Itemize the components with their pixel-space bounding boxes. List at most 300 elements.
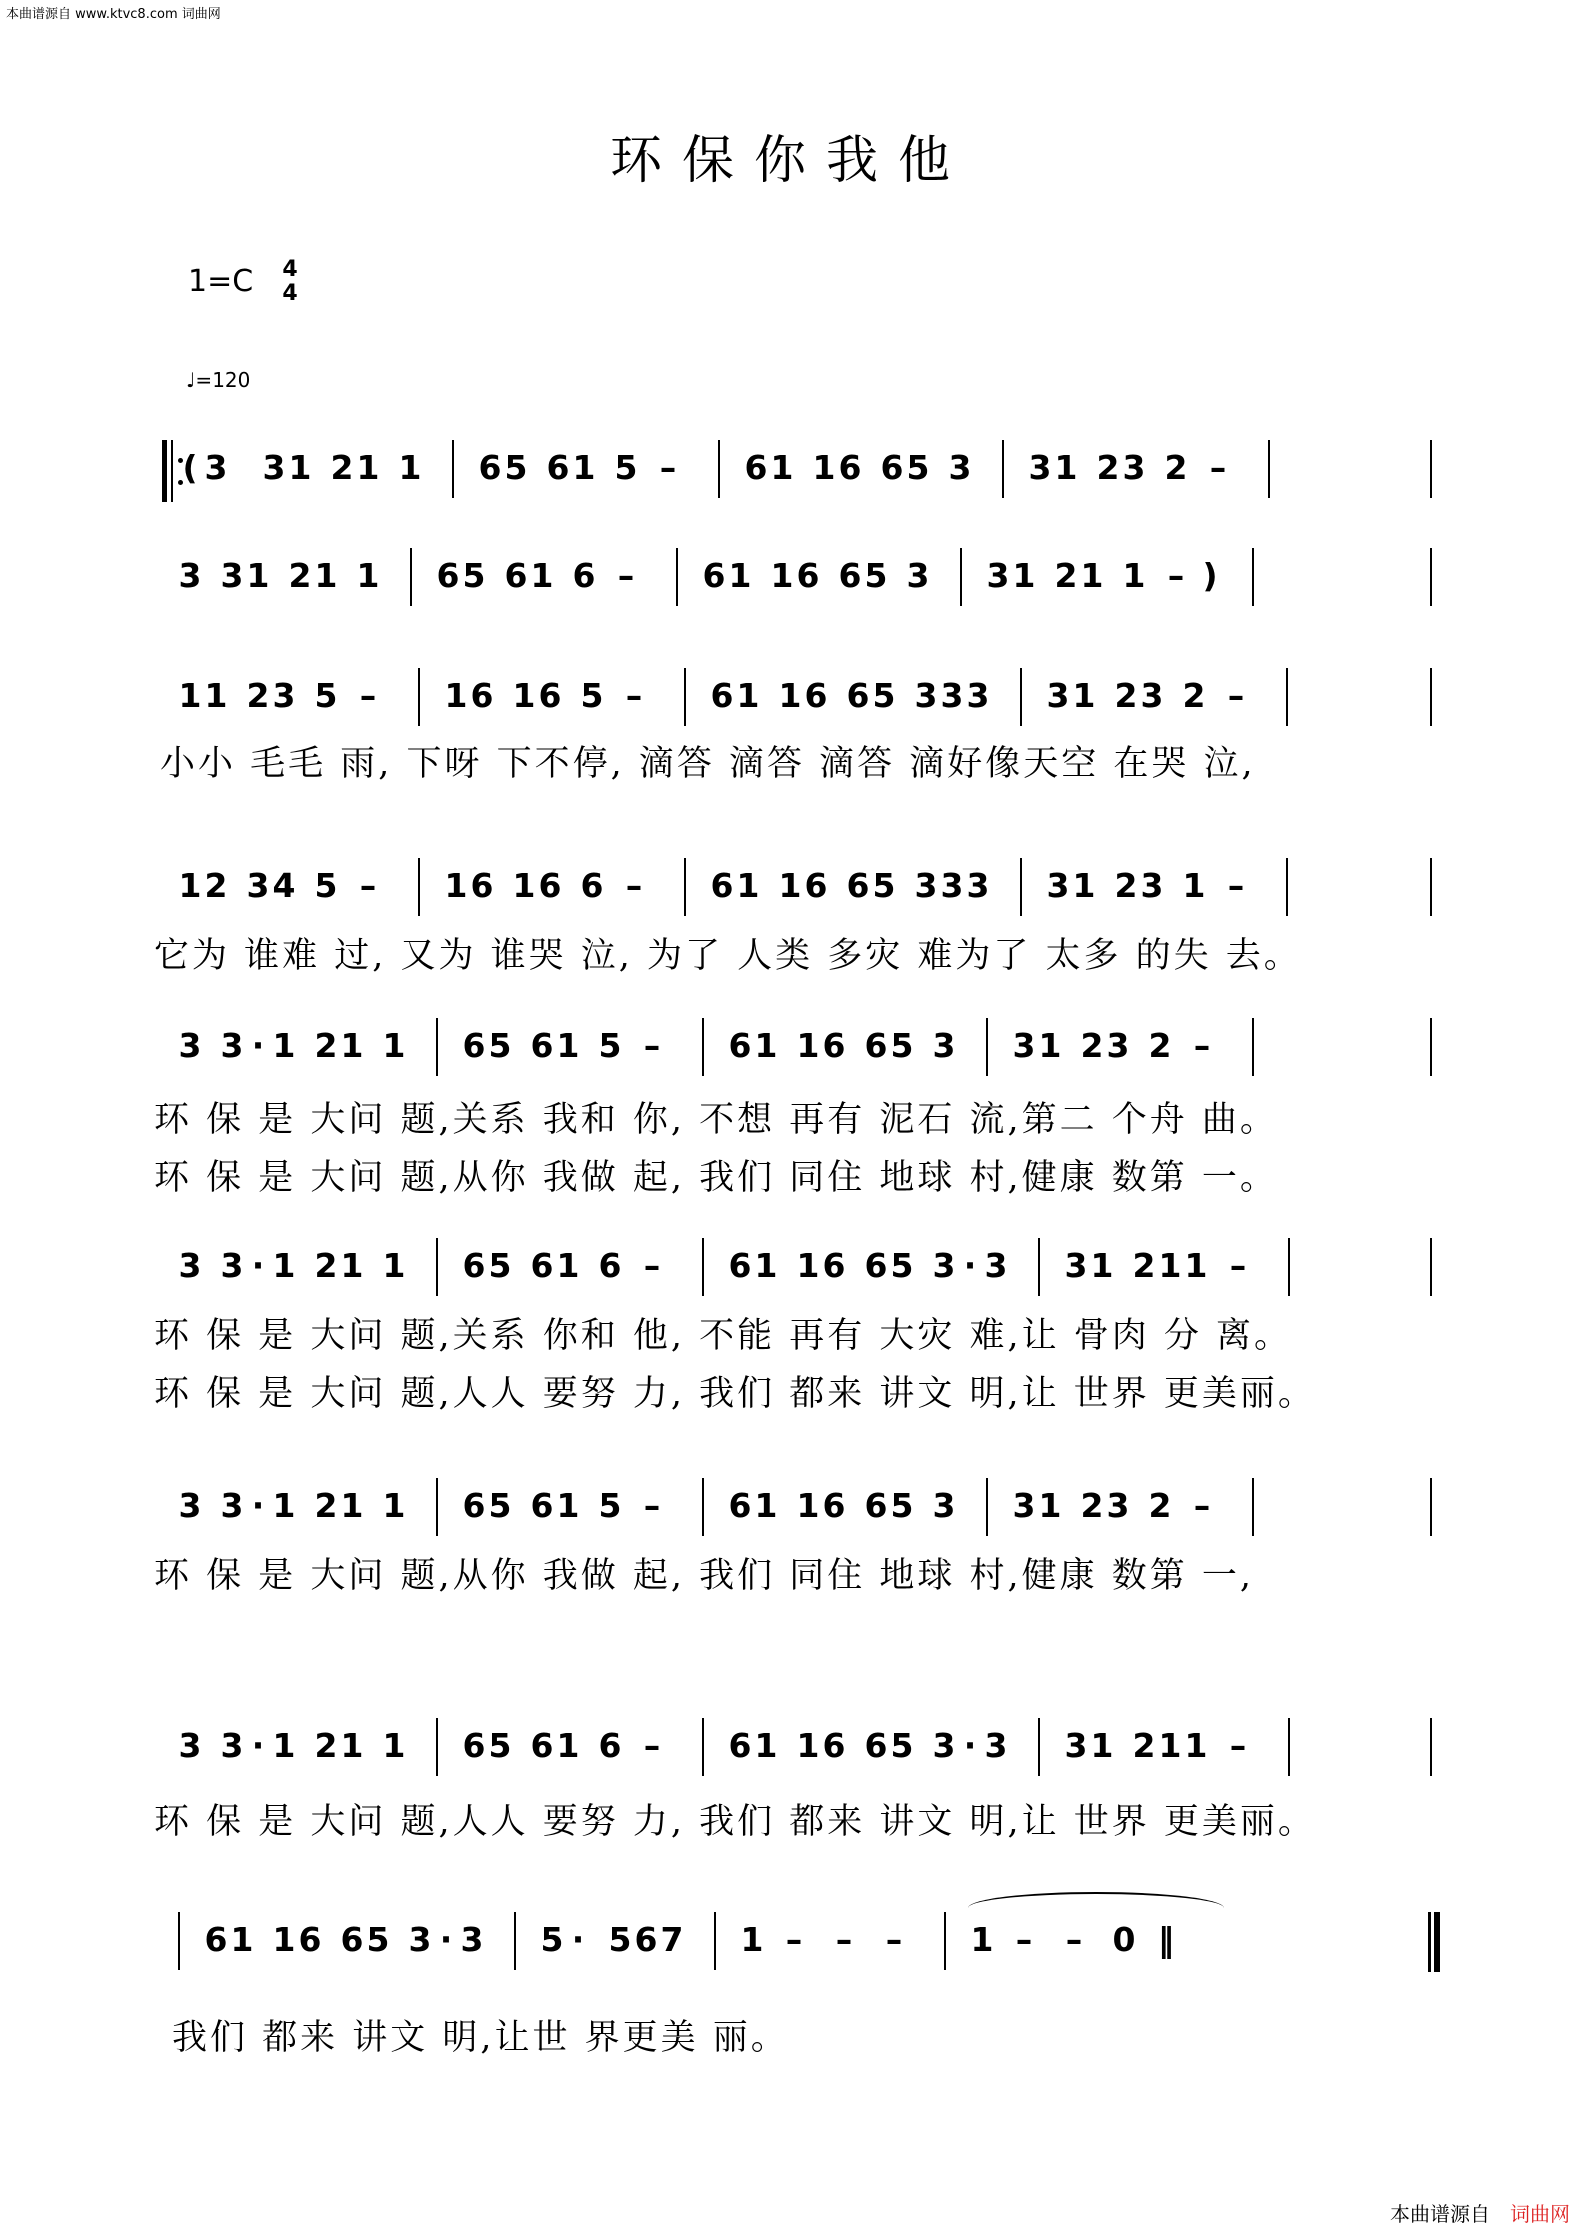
note: – <box>1209 448 1227 487</box>
note: 1 <box>356 448 380 487</box>
note: 3 <box>220 1246 244 1285</box>
barline <box>1430 1238 1432 1296</box>
note: 6 <box>598 1246 622 1285</box>
note: 1 <box>178 866 202 905</box>
barline <box>1252 1018 1254 1076</box>
note: 3 <box>178 1246 202 1285</box>
note: 1 <box>246 556 270 595</box>
note: – <box>1065 1920 1083 1959</box>
note: 3 <box>1122 448 1146 487</box>
note: 6 <box>804 866 828 905</box>
note: 2 <box>314 1026 338 1065</box>
note: 5 <box>488 1026 512 1065</box>
note: · <box>439 1920 453 1959</box>
note: 5 <box>488 1486 512 1525</box>
note: 1 <box>736 866 760 905</box>
note: 6 <box>822 1726 846 1765</box>
barline <box>1252 1478 1254 1536</box>
note: 6 <box>634 1920 658 1959</box>
note: 3 <box>272 676 296 715</box>
note: 6 <box>462 1246 486 1285</box>
note: 1 <box>382 1726 406 1765</box>
note: – <box>643 1026 661 1065</box>
note: 1 <box>770 556 794 595</box>
barline <box>436 1018 438 1076</box>
note: 1 <box>754 1726 778 1765</box>
barline <box>714 1912 716 1970</box>
note: 1 <box>754 1026 778 1065</box>
barline <box>702 1718 704 1776</box>
note: 1 <box>728 556 752 595</box>
note: 1 <box>272 1726 296 1765</box>
note: – <box>359 866 377 905</box>
barline <box>1020 668 1022 726</box>
note: 3 <box>262 448 286 487</box>
note: 1 <box>314 556 338 595</box>
note: 1 <box>770 448 794 487</box>
note: 3 <box>932 1246 956 1285</box>
note: 5 <box>864 556 888 595</box>
note: 2 <box>1080 1026 1104 1065</box>
note: – <box>625 866 643 905</box>
barline <box>702 1018 704 1076</box>
note: 3 <box>1046 676 1070 715</box>
note: 1 <box>444 676 468 715</box>
note: 5 <box>488 1726 512 1765</box>
barline <box>1430 1018 1432 1076</box>
barline <box>1288 1718 1290 1776</box>
tie-arc <box>968 1892 1224 1924</box>
note: 6 <box>530 1726 554 1765</box>
note: 1 <box>272 1026 296 1065</box>
note: 6 <box>478 448 502 487</box>
note: 6 <box>538 676 562 715</box>
note: 3 <box>966 676 990 715</box>
note: 3 <box>1106 1486 1130 1525</box>
note: 1 <box>796 1726 820 1765</box>
note: 1 <box>754 1246 778 1285</box>
note: 1 <box>1158 1726 1182 1765</box>
note: 5 <box>890 1726 914 1765</box>
note: 1 <box>556 1246 580 1285</box>
note: 3 <box>948 448 972 487</box>
note: 1 <box>340 1726 364 1765</box>
barline <box>418 858 420 916</box>
note: 1 <box>1072 866 1096 905</box>
note: 1 <box>796 1486 820 1525</box>
note: 6 <box>804 676 828 715</box>
note: 6 <box>728 1726 752 1765</box>
note: 3 <box>1140 866 1164 905</box>
note: 6 <box>470 676 494 715</box>
note: 1 <box>556 1026 580 1065</box>
note: 3 <box>178 556 202 595</box>
note: 1 <box>1184 1726 1208 1765</box>
barline <box>1286 858 1288 916</box>
note: – <box>1193 1026 1211 1065</box>
note: 5 <box>366 1920 390 1959</box>
note: 1 <box>572 448 596 487</box>
lyric-line: 环 保 是 大问 题,从你 我做 起, 我们 同住 地球 村,健康 数第 一, <box>154 1556 1255 1596</box>
note: 1 <box>970 1920 994 1959</box>
note: · <box>251 1026 265 1065</box>
note: 1 <box>356 556 380 595</box>
barline <box>514 1912 516 1970</box>
note: · <box>251 1246 265 1285</box>
note: · <box>963 1726 977 1765</box>
note: 6 <box>538 866 562 905</box>
note: 6 <box>462 1486 486 1525</box>
note: 5 <box>314 676 338 715</box>
note: 6 <box>728 1246 752 1285</box>
key-signature: 1=C <box>188 264 254 299</box>
note: 1 <box>512 866 536 905</box>
barline <box>1038 1238 1040 1296</box>
note: 1 <box>1182 866 1206 905</box>
note: 5 <box>890 1026 914 1065</box>
note: 1 <box>796 1026 820 1065</box>
song-title: 环保你我他 <box>609 131 970 191</box>
note: 3 <box>220 1026 244 1065</box>
note: 2 <box>314 1246 338 1285</box>
note: 2 <box>314 1726 338 1765</box>
note: 2 <box>1080 1486 1104 1525</box>
note: 2 <box>1148 1026 1172 1065</box>
note: 1 <box>272 1920 296 1959</box>
note: 0 <box>1112 1920 1136 1959</box>
note: – <box>643 1726 661 1765</box>
note: 6 <box>572 556 596 595</box>
note: 1 <box>1072 676 1096 715</box>
note: 6 <box>530 1026 554 1065</box>
barline <box>178 1912 180 1970</box>
note: · <box>963 1246 977 1285</box>
note: 3 <box>1012 1486 1036 1525</box>
note: 5 <box>608 1920 632 1959</box>
note: 5 <box>598 1026 622 1065</box>
note: 2 <box>1054 556 1078 595</box>
note: 1 <box>382 1026 406 1065</box>
note: 3 <box>932 1026 956 1065</box>
final-barline <box>1428 1912 1431 1972</box>
barline <box>676 548 678 606</box>
note: 6 <box>822 1486 846 1525</box>
note: 1 <box>796 1246 820 1285</box>
barline <box>718 440 720 498</box>
note: 1 <box>736 676 760 715</box>
note: 6 <box>462 1026 486 1065</box>
tempo-mark: ♩=120 <box>186 368 251 392</box>
note: 6 <box>864 1726 888 1765</box>
note: 6 <box>504 556 528 595</box>
lyric-line: 它为 谁难 过, 又为 谁哭 泣, 为了 人类 多灾 难为了 太多 的失 去。 <box>154 936 1302 976</box>
note: 5 <box>540 1920 564 1959</box>
barline <box>1430 440 1432 498</box>
note: 6 <box>710 676 734 715</box>
barline <box>1002 440 1004 498</box>
note: 6 <box>598 1726 622 1765</box>
note: 1 <box>1054 448 1078 487</box>
note: 1 <box>556 1726 580 1765</box>
note: 3 <box>966 866 990 905</box>
note: 2 <box>288 556 312 595</box>
note: 1 <box>1038 1486 1062 1525</box>
note: 3 <box>940 676 964 715</box>
barline <box>1430 548 1432 606</box>
note: 3 <box>914 866 938 905</box>
note: 1 <box>444 866 468 905</box>
barline <box>986 1478 988 1536</box>
note: 3 <box>914 676 938 715</box>
lyric-line: 环 保 是 大问 题,人人 要努 力, 我们 都来 讲文 明,让 世界 更美丽。 <box>154 1802 1316 1842</box>
note: – <box>1229 1246 1247 1285</box>
note: 6 <box>838 556 862 595</box>
note: 6 <box>880 448 904 487</box>
note: 4 <box>272 866 296 905</box>
note: 3 <box>204 448 228 487</box>
note: 6 <box>204 1920 228 1959</box>
note: 3 <box>932 1486 956 1525</box>
barline <box>1430 668 1432 726</box>
lyric-line: 环 保 是 大问 题,从你 我做 起, 我们 同住 地球 村,健康 数第 一。 <box>154 1158 1278 1198</box>
note: – <box>1227 866 1245 905</box>
note: – <box>617 556 635 595</box>
note: 5 <box>462 556 486 595</box>
note: 1 <box>556 1486 580 1525</box>
note: 1 <box>340 1486 364 1525</box>
note: 6 <box>580 866 604 905</box>
note: 1 <box>204 676 228 715</box>
note: – <box>643 1486 661 1525</box>
note: 5 <box>906 448 930 487</box>
note: – <box>785 1920 803 1959</box>
note: 1 <box>530 556 554 595</box>
note: 3 <box>246 866 270 905</box>
note: 1 <box>340 1026 364 1065</box>
note: – <box>1015 1920 1033 1959</box>
note: 5 <box>890 1486 914 1525</box>
note: 3 <box>906 556 930 595</box>
note: ‖ <box>1157 1920 1175 1959</box>
note: 3 <box>1140 676 1164 715</box>
note: 6 <box>822 1026 846 1065</box>
note: 1 <box>1158 1246 1182 1285</box>
note: 6 <box>530 1246 554 1285</box>
note: 5 <box>488 1246 512 1285</box>
barline <box>1430 1718 1432 1776</box>
note: 1 <box>812 448 836 487</box>
note: 1 <box>230 1920 254 1959</box>
note: 3 <box>178 1726 202 1765</box>
note: – <box>1227 676 1245 715</box>
note: 1 <box>740 1920 764 1959</box>
barline <box>702 1478 704 1536</box>
note: 5 <box>890 1246 914 1285</box>
note: 2 <box>314 1486 338 1525</box>
barline <box>944 1912 946 1970</box>
note: 6 <box>702 556 726 595</box>
note: 1 <box>1122 556 1146 595</box>
note: 6 <box>864 1486 888 1525</box>
footer-brand: 本曲谱源自 词曲网 <box>1390 2202 1570 2226</box>
note: 1 <box>1090 1246 1114 1285</box>
barline <box>1252 548 1254 606</box>
note: 5 <box>598 1486 622 1525</box>
note: 6 <box>546 448 570 487</box>
note: 2 <box>1096 448 1120 487</box>
note: 3 <box>220 1486 244 1525</box>
note: 3 <box>178 1026 202 1065</box>
note: 1 <box>1012 556 1036 595</box>
note: 2 <box>1132 1246 1156 1285</box>
barline <box>1268 440 1270 498</box>
source-note: 本曲谱源自 www.ktvc8.com 词曲网 <box>6 7 221 22</box>
barline <box>960 548 962 606</box>
note: – <box>1167 556 1185 595</box>
note: 6 <box>462 1726 486 1765</box>
note: – <box>885 1920 903 1959</box>
note: 5 <box>872 866 896 905</box>
note: 5 <box>580 676 604 715</box>
lyric-line: 环 保 是 大问 题,关系 你和 他, 不能 再有 大灾 难,让 骨肉 分 离。 <box>154 1316 1293 1356</box>
note: 2 <box>1114 866 1138 905</box>
note: 1 <box>512 676 536 715</box>
barline <box>1430 1478 1432 1536</box>
note: – <box>625 676 643 715</box>
note: 1 <box>1038 1026 1062 1065</box>
lyric-line: 环 保 是 大问 题,关系 我和 你, 不想 再有 泥石 流,第二 个舟 曲。 <box>154 1100 1278 1140</box>
note: 3 <box>460 1920 484 1959</box>
note: 2 <box>330 448 354 487</box>
repeat-start <box>162 440 173 502</box>
barline <box>702 1238 704 1296</box>
note: 1 <box>382 1486 406 1525</box>
note: 6 <box>340 1920 364 1959</box>
final-barline-thick <box>1434 1912 1440 1972</box>
note: 5 <box>614 448 638 487</box>
note: 6 <box>846 676 870 715</box>
barline <box>1430 858 1432 916</box>
note: 1 <box>1080 556 1104 595</box>
note: 1 <box>398 448 422 487</box>
note: – <box>359 676 377 715</box>
note: 3 <box>1064 1246 1088 1285</box>
note: 3 <box>932 1726 956 1765</box>
note: 6 <box>744 448 768 487</box>
note: · <box>251 1486 265 1525</box>
note: 6 <box>728 1486 752 1525</box>
note: 6 <box>436 556 460 595</box>
note: ( <box>182 448 198 487</box>
note: 2 <box>246 676 270 715</box>
note: 5 <box>504 448 528 487</box>
note: 1 <box>272 1246 296 1285</box>
barline <box>436 1478 438 1536</box>
note: 1 <box>754 1486 778 1525</box>
note: 3 <box>1064 1726 1088 1765</box>
note: · <box>571 1920 585 1959</box>
note: 6 <box>796 556 820 595</box>
note: 6 <box>822 1246 846 1285</box>
lyric-line: 环 保 是 大问 题,人人 要努 力, 我们 都来 讲文 明,让 世界 更美丽。 <box>154 1374 1316 1414</box>
note: 1 <box>340 1246 364 1285</box>
note: 7 <box>660 1920 684 1959</box>
note: 3 <box>1012 1026 1036 1065</box>
note: 2 <box>1182 676 1206 715</box>
note: 1 <box>382 1246 406 1285</box>
note: 2 <box>1132 1726 1156 1765</box>
note: 2 <box>1114 676 1138 715</box>
note: 1 <box>778 866 802 905</box>
note: – <box>1229 1726 1247 1765</box>
note: 3 <box>408 1920 432 1959</box>
lyric-line: 我们 都来 讲文 明,让世 界更美 丽。 <box>172 2018 789 2058</box>
note: 1 <box>272 1486 296 1525</box>
lyric-line: 小小 毛毛 雨, 下呀 下不停, 滴答 滴答 滴答 滴好像天空 在哭 泣, <box>160 744 1256 784</box>
note: 6 <box>864 1026 888 1065</box>
note: 1 <box>178 676 202 715</box>
note: 6 <box>864 1246 888 1285</box>
barline <box>418 668 420 726</box>
note: 6 <box>530 1486 554 1525</box>
note: – <box>835 1920 853 1959</box>
barline <box>1038 1718 1040 1776</box>
barline <box>684 858 686 916</box>
note: 3 <box>178 1486 202 1525</box>
note: 3 <box>220 1726 244 1765</box>
note: 2 <box>1148 1486 1172 1525</box>
note: 3 <box>984 1246 1008 1285</box>
note: 5 <box>314 866 338 905</box>
barline <box>436 1238 438 1296</box>
note: 6 <box>728 1026 752 1065</box>
note: 6 <box>838 448 862 487</box>
barline <box>1286 668 1288 726</box>
note: 1 <box>778 676 802 715</box>
note: – <box>659 448 677 487</box>
note: 2 <box>1164 448 1188 487</box>
barline <box>452 440 454 498</box>
barline <box>986 1018 988 1076</box>
note: 1 <box>288 448 312 487</box>
barline <box>410 548 412 606</box>
barline <box>1020 858 1022 916</box>
note: – <box>1193 1486 1211 1525</box>
note: 3 <box>1028 448 1052 487</box>
note: 3 <box>220 556 244 595</box>
note: – <box>643 1246 661 1285</box>
barline <box>1288 1238 1290 1296</box>
note: 6 <box>846 866 870 905</box>
time-signature: 4 4 <box>282 257 298 306</box>
note: 1 <box>1090 1726 1114 1765</box>
note: 3 <box>1106 1026 1130 1065</box>
note: 3 <box>940 866 964 905</box>
note: 6 <box>710 866 734 905</box>
note: 1 <box>1184 1246 1208 1285</box>
note: 3 <box>984 1726 1008 1765</box>
barline <box>684 668 686 726</box>
note: 3 <box>1046 866 1070 905</box>
note: 6 <box>470 866 494 905</box>
note: · <box>251 1726 265 1765</box>
note: ) <box>1202 556 1218 595</box>
note: 3 <box>986 556 1010 595</box>
note: 2 <box>204 866 228 905</box>
note: 5 <box>872 676 896 715</box>
note: 6 <box>298 1920 322 1959</box>
barline <box>436 1718 438 1776</box>
